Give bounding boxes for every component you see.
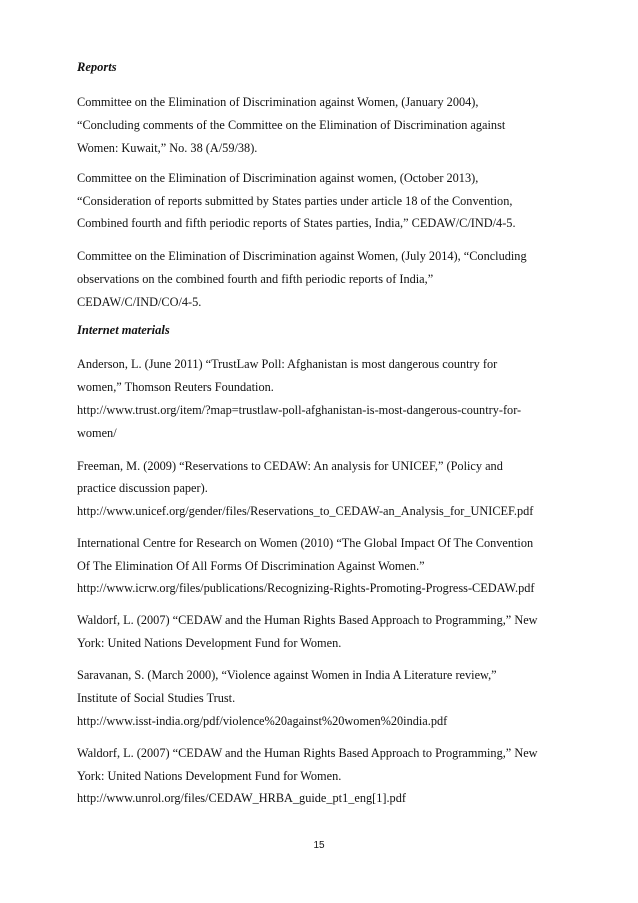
reference-line: “Concluding comments of the Committee on the Elimination of Discrimination against (77, 118, 506, 132)
reference-line: International Centre for Research on Women (2010) “The Global Impact Of The Convention (77, 536, 534, 550)
reference-line: Waldorf, L. (2007) “CEDAW and the Human Rights Based Approach to Programming,” New (77, 746, 538, 760)
reference-line: practice discussion paper). (77, 481, 208, 495)
reference-line: women,” Thomson Reuters Foundation. (77, 380, 274, 394)
reference-line: observations on the combined fourth and fifth periodic reports of India,” (77, 272, 434, 286)
reference-line: Committee on the Elimination of Discrimination against women, (October 2013), (77, 171, 479, 185)
reference-line: Waldorf, L. (2007) “CEDAW and the Human Rights Based Approach to Programming,” New (77, 613, 538, 627)
reference-line: Combined fourth and fifth periodic reports of States parties, India,” CEDAW/C/IND/4-5. (77, 216, 516, 230)
reference-url: http://www.trust.org/item/?map=trustlaw-poll-afghanistan-is-most-dangerous-country-for- (77, 403, 522, 417)
reference-line: Saravanan, S. (March 2000), “Violence against Women in India A Literature review,” (77, 668, 497, 682)
reference-url: women/ (77, 426, 117, 440)
reference-line: Committee on the Elimination of Discrimination against Women, (January 2004), (77, 95, 479, 109)
reference-line: Of The Elimination Of All Forms Of Discrimination Against Women.” (77, 559, 425, 573)
reference-line: Women: Kuwait,” No. 38 (A/59/38). (77, 141, 258, 155)
page-number: 15 (313, 840, 325, 851)
section-heading-internet-materials: Internet materials (77, 323, 170, 337)
section-heading-reports: Reports (77, 60, 117, 74)
reference-url: http://www.unicef.org/gender/files/Reservations_to_CEDAW-an_Analysis_for_UNICEF.pdf (77, 504, 534, 518)
reference-url: http://www.unrol.org/files/CEDAW_HRBA_guide_pt1_eng[1].pdf (77, 791, 406, 805)
reference-line: Freeman, M. (2009) “Reservations to CEDAW: An analysis for UNICEF,” (Policy and (77, 459, 503, 473)
reference-line: York: United Nations Development Fund for Women. (77, 636, 342, 650)
reference-line: Institute of Social Studies Trust. (77, 691, 236, 705)
reference-line: York: United Nations Development Fund for Women. (77, 769, 342, 783)
reference-url: http://www.icrw.org/files/publications/Recognizing-Rights-Promoting-Progress-CEDAW.pdf (77, 581, 535, 595)
reference-url: http://www.isst-india.org/pdf/violence%20against%20women%20india.pdf (77, 714, 448, 728)
reference-line: CEDAW/C/IND/CO/4-5. (77, 295, 202, 309)
reference-line: “Consideration of reports submitted by States parties under article 18 of the Convention, (77, 194, 513, 208)
reference-line: Anderson, L. (June 2011) “TrustLaw Poll: Afghanistan is most dangerous country for (77, 357, 498, 371)
reference-line: Committee on the Elimination of Discrimination against Women, (July 2014), “Concluding (77, 249, 527, 263)
